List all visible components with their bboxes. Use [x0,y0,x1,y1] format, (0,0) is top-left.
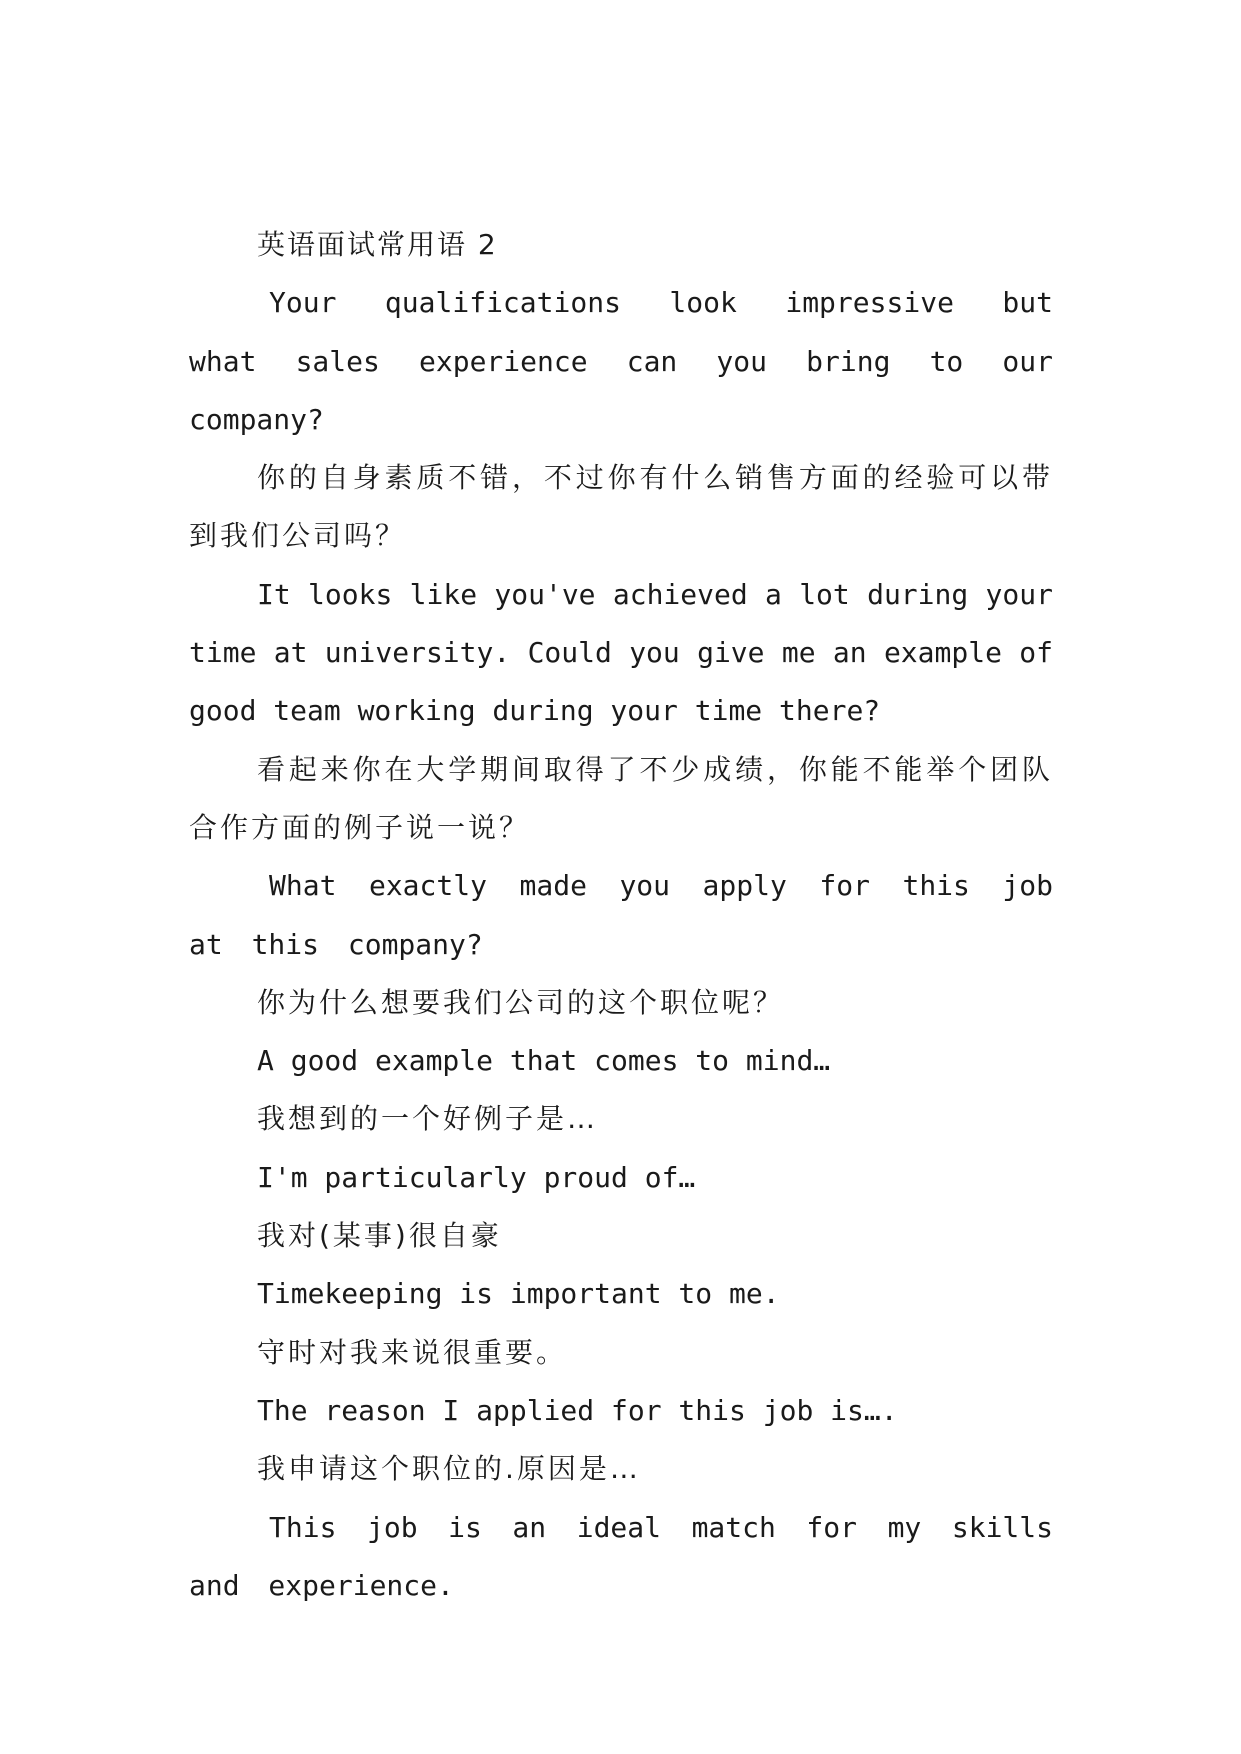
paragraph-zh: 你的自身素质不错，不过你有什么销售方面的经验可以带到我们公司吗？ [189,461,1053,553]
paragraph-zh: 我申请这个职位的.原因是… [257,1452,641,1486]
paragraph-en: Timekeeping is important to me. [257,1277,780,1311]
paragraph-en: What exactly made you apply for this job at this company? [189,869,1053,961]
paragraph-en: The reason I applied for this job is…. [257,1393,898,1427]
document-body [189,216,1053,1615]
document-title: 英语面试常用语 2 [257,228,498,261]
paragraph-en: This job is an ideal match for my skills and experience. [189,1510,1053,1602]
paragraph-zh: 你为什么想要我们公司的这个职位呢？ [257,985,785,1019]
paragraph-en: Your qualifications look impressive but what sales experience can you bring to our company? [189,286,1053,436]
paragraph-en: A good example that comes to mind… [257,1044,831,1078]
paragraph-zh: 我想到的一个好例子是… [257,1102,599,1136]
paragraph-zh: 看起来你在大学期间取得了不少成绩，你能不能举个团队合作方面的例子说一说？ [189,752,1053,844]
paragraph-en: It looks like you've achieved a lot during your time at university. Could you give me an example of good team working during your time there? [189,577,1053,728]
paragraph-en: I'm particularly proud of… [257,1160,696,1194]
paragraph-zh: 我对(某事)很自豪 [257,1219,502,1253]
paragraph-zh: 守时对我来说很重要。 [257,1335,568,1369]
